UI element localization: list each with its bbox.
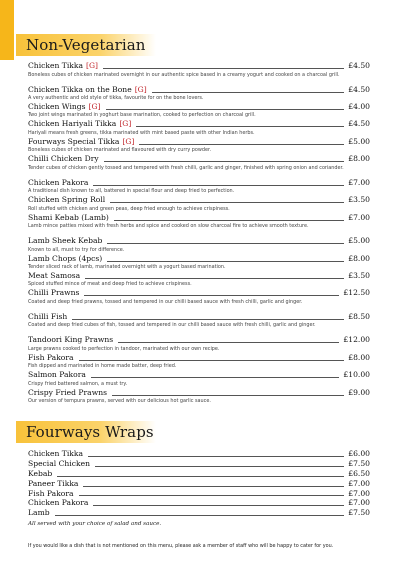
menu-item-name: Lamb Sheek Kebab bbox=[28, 236, 103, 246]
wrap-item-name: Chicken Pakora bbox=[28, 498, 89, 508]
wrap-item-name: Fish Pakora bbox=[28, 488, 74, 498]
leader-line bbox=[112, 395, 344, 396]
menu-item-row bbox=[28, 388, 370, 398]
menu-item-row bbox=[28, 137, 370, 147]
leader-line bbox=[93, 505, 344, 506]
non-vegetarian-list bbox=[28, 61, 370, 405]
leader-line bbox=[85, 278, 344, 279]
section-header-non-vegetarian bbox=[16, 34, 156, 56]
leader-line bbox=[83, 486, 344, 487]
menu-item-description: A very authentic and old style of tikka, favourite for on the bone lovers. bbox=[28, 95, 204, 102]
leader-line bbox=[107, 243, 344, 244]
leader-line bbox=[104, 161, 345, 162]
menu-item-name: Chicken Wings bbox=[28, 101, 86, 111]
menu-item-price: £10.00 bbox=[343, 370, 370, 380]
menu-item bbox=[28, 312, 370, 336]
menu-item bbox=[28, 388, 370, 405]
menu-item bbox=[28, 335, 370, 352]
wraps-list bbox=[28, 449, 370, 518]
menu-item-name: Crispy Fried Prawns bbox=[28, 387, 107, 397]
menu-item-name: Chilli Fish bbox=[28, 311, 68, 321]
menu-item-description: Two joint wings marinated in yoghurt base marination, cooked to perfection on charcoal grill. bbox=[28, 112, 256, 119]
leader-line bbox=[79, 495, 345, 496]
menu-item-row bbox=[28, 288, 370, 298]
section-title: Non-Vegetarian bbox=[26, 36, 146, 54]
menu-item-price: £8.00 bbox=[348, 352, 370, 362]
menu-item-row bbox=[28, 102, 370, 112]
corner-accent-bar bbox=[0, 0, 14, 60]
leader-line bbox=[103, 68, 344, 69]
leader-line bbox=[55, 515, 345, 516]
leader-line bbox=[88, 456, 344, 457]
menu-item-name: Tandoori King Prawns bbox=[28, 335, 114, 345]
leader-line bbox=[152, 92, 345, 93]
menu-item bbox=[28, 353, 370, 370]
menu-item-price: £8.50 bbox=[348, 311, 370, 321]
leader-line bbox=[139, 144, 344, 145]
leader-line bbox=[107, 261, 344, 262]
menu-item bbox=[28, 195, 370, 212]
menu-item-description: Large prawns cooked to perfection in tandoor, marinated with our own recipe. bbox=[28, 345, 220, 352]
wrap-item-price: £6.50 bbox=[348, 468, 370, 478]
wrap-item-row bbox=[28, 459, 370, 469]
wrap-item-price: £7.00 bbox=[348, 498, 370, 508]
menu-item bbox=[28, 236, 370, 253]
menu-item-row bbox=[28, 370, 370, 380]
leader-line bbox=[136, 126, 344, 127]
menu-item-row bbox=[28, 312, 370, 322]
menu-item-description: Lamb mince patties mixed with fresh herbs and spice and cooked on slow charcoal fire to achieve smooth texture. bbox=[28, 223, 309, 230]
gluten-tag: [G] bbox=[86, 61, 99, 70]
menu-item-price: £4.50 bbox=[348, 119, 370, 129]
menu-item-name: Shami Kebab (Lamb) bbox=[28, 212, 109, 222]
menu-item-price: £8.00 bbox=[348, 154, 370, 164]
menu-item-description: Tender cubes of chicken gently tossed and tempered with fresh chilli, garlic and ginger, finished with spring onion and coriander. bbox=[28, 164, 344, 171]
wrap-item-price: £7.50 bbox=[348, 508, 370, 518]
leader-line bbox=[110, 202, 344, 203]
menu-item-row bbox=[28, 213, 370, 223]
menu-item-name: Chicken Hariyali Tikka bbox=[28, 119, 117, 129]
leader-line bbox=[106, 109, 345, 110]
menu-item-price: £4.50 bbox=[348, 61, 370, 70]
menu-item-price: £5.00 bbox=[348, 236, 370, 246]
menu-item bbox=[28, 61, 370, 85]
wrap-item bbox=[28, 469, 370, 479]
wrap-item-name: Lamb bbox=[28, 508, 50, 518]
menu-item-row bbox=[28, 254, 370, 264]
wrap-item-row bbox=[28, 479, 370, 489]
menu-item-name: Fourways Special Tikka bbox=[28, 136, 120, 146]
menu-item-description: Boneless cubes of chicken marinated overnight in our authentic spice based in a creamy yogurt and cooked on a charcoal grill. bbox=[28, 71, 340, 78]
menu-item-description: A traditional dish known to all, battered in special flour and deep fried to perfection. bbox=[28, 188, 235, 195]
menu-item bbox=[28, 119, 370, 136]
menu-item-row bbox=[28, 154, 370, 164]
wraps-note: All served with your choice of salad and sauce. bbox=[28, 521, 162, 527]
wrap-item bbox=[28, 479, 370, 489]
menu-item bbox=[28, 154, 370, 178]
menu-item-description: Spiced stuffed mince of meat and deep fried to achieve crispiness. bbox=[28, 281, 192, 288]
wrap-item-name: Chicken Tikka bbox=[28, 448, 84, 458]
wrap-item bbox=[28, 459, 370, 469]
wrap-item bbox=[28, 498, 370, 508]
wrap-item-row bbox=[28, 508, 370, 518]
menu-item-name: Chilli Chicken Dry bbox=[28, 154, 99, 164]
leader-line bbox=[93, 185, 344, 186]
wrap-item-name: Paneer Tikka bbox=[28, 478, 79, 488]
menu-item bbox=[28, 370, 370, 387]
wrap-item-row bbox=[28, 498, 370, 508]
menu-item-price: £8.00 bbox=[348, 253, 370, 263]
menu-item-row bbox=[28, 178, 370, 188]
menu-item-price: £4.50 bbox=[348, 84, 370, 94]
gluten-tag: [G] bbox=[122, 136, 135, 146]
wrap-item-row bbox=[28, 469, 370, 479]
wrap-item-name: Kebab bbox=[28, 468, 53, 478]
leader-line bbox=[118, 342, 339, 343]
menu-item-price: £12.50 bbox=[343, 288, 370, 298]
menu-item-name: Lamb Chops (4pcs) bbox=[28, 253, 103, 263]
gluten-tag: [G] bbox=[134, 84, 147, 94]
wrap-item-price: £7.50 bbox=[348, 458, 370, 468]
menu-item-description: Tender sliced rack of lamb, marinated overnight with a yogurt based marination. bbox=[28, 264, 226, 271]
menu-item-description: Fish dipped and marinated in home made batter, deep fried. bbox=[28, 363, 177, 370]
wrap-item-price: £6.00 bbox=[348, 448, 370, 458]
menu-item-name: Chicken Tikka on the Bone bbox=[28, 84, 132, 94]
menu-item-price: £5.00 bbox=[348, 136, 370, 146]
menu-item bbox=[28, 213, 370, 237]
menu-item-price: £3.50 bbox=[348, 195, 370, 205]
menu-item-description: Known to all, must to try for difference. bbox=[28, 246, 125, 253]
menu-item-row bbox=[28, 61, 370, 71]
menu-item-price: £9.00 bbox=[348, 387, 370, 397]
menu-item-name: Chilli Prawns bbox=[28, 288, 80, 298]
wrap-item bbox=[28, 449, 370, 459]
menu-item bbox=[28, 288, 370, 312]
menu-item-row bbox=[28, 353, 370, 363]
section-title: Fourways Wraps bbox=[26, 423, 154, 441]
menu-item-description: Our version of tempura prawns, served with our delicious hot garlic sauce. bbox=[28, 398, 211, 405]
menu-item-description: Crispy fried battered salmon, a must try. bbox=[28, 380, 128, 387]
menu-item-description: Boneless cubes of chicken marinated and flavoured with dry curry powder. bbox=[28, 147, 212, 154]
wrap-item-price: £7.00 bbox=[348, 488, 370, 498]
wrap-item-row bbox=[28, 449, 370, 459]
menu-item-row bbox=[28, 271, 370, 281]
menu-item bbox=[28, 85, 370, 102]
menu-item-description: Coated and deep fried cubes of fish, tossed and tempered in our chilli based sauce with fresh chilli, garlic and ginger. bbox=[28, 322, 316, 329]
gluten-tag: [G] bbox=[88, 101, 101, 111]
menu-item-description: Coated and deep fried prawns, tossed and tempered in our chilli based sauce with fresh chilli, garlic and ginger. bbox=[28, 298, 303, 305]
leader-line bbox=[95, 466, 344, 467]
menu-item-price: £4.00 bbox=[348, 101, 370, 111]
leader-line bbox=[84, 295, 339, 296]
menu-item-name: Meat Samosa bbox=[28, 270, 81, 280]
menu-item-row bbox=[28, 85, 370, 95]
menu-item-name: Chicken Tikka bbox=[28, 61, 84, 70]
menu-item-price: £7.00 bbox=[348, 177, 370, 187]
section-header-wraps bbox=[16, 421, 156, 443]
menu-item bbox=[28, 178, 370, 195]
wrap-item-price: £7.00 bbox=[348, 478, 370, 488]
footer-note: If you would like a dish that is not mentioned on this menu, please ask a member of staff who will be happy to cater for you. bbox=[28, 543, 334, 549]
menu-item-description: Roll stuffed with chicken and green peas, deep fried enough to achieve crispiness. bbox=[28, 205, 230, 212]
menu-item-row bbox=[28, 236, 370, 246]
menu-item bbox=[28, 254, 370, 271]
menu-item-name: Chicken Pakora bbox=[28, 177, 89, 187]
menu-item-row bbox=[28, 335, 370, 345]
menu-item bbox=[28, 271, 370, 288]
leader-line bbox=[57, 476, 344, 477]
menu-item bbox=[28, 137, 370, 154]
menu-item-description: Hariyali means fresh greens, tikka marinated with mint based paste with other Indian herbs. bbox=[28, 129, 255, 136]
menu-item-price: £12.00 bbox=[343, 335, 370, 345]
wrap-item bbox=[28, 508, 370, 518]
leader-line bbox=[79, 360, 345, 361]
menu-item bbox=[28, 102, 370, 119]
menu-item-price: £3.50 bbox=[348, 270, 370, 280]
menu-item-row bbox=[28, 119, 370, 129]
menu-item-price: £7.00 bbox=[348, 212, 370, 222]
wrap-item bbox=[28, 489, 370, 499]
leader-line bbox=[72, 319, 344, 320]
leader-line bbox=[91, 377, 340, 378]
leader-line bbox=[114, 220, 344, 221]
menu-item-name: Salmon Pakora bbox=[28, 370, 86, 380]
menu-item-row bbox=[28, 195, 370, 205]
menu-item-name: Fish Pakora bbox=[28, 352, 74, 362]
gluten-tag: [G] bbox=[119, 119, 132, 129]
wrap-item-row bbox=[28, 489, 370, 499]
wrap-item-name: Special Chicken bbox=[28, 458, 90, 468]
menu-item-name: Chicken Spring Roll bbox=[28, 195, 106, 205]
